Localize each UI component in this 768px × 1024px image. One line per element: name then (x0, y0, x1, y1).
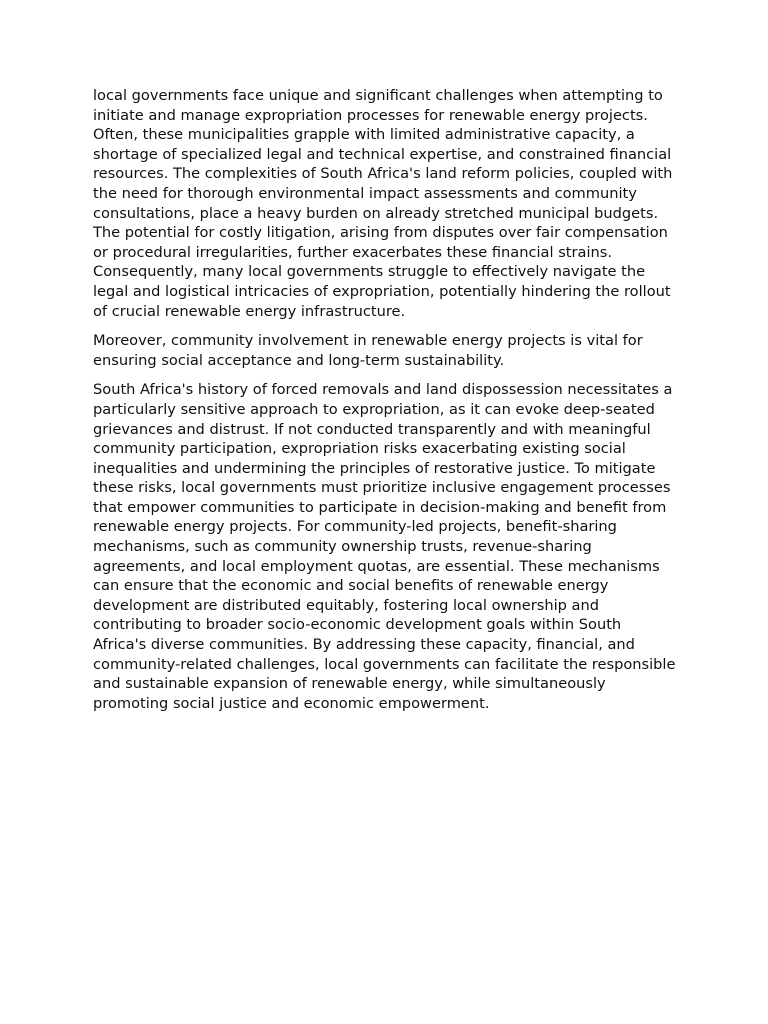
document-body (93, 86, 677, 723)
paragraph-history-and-mitigation: South Africa's history of forced removals and land dispossession necessitates a particularly sensitive approach to expropriation, as it can evoke deep-seated grievances and distrust. If not conducted transparently and with meaningful community participation, expropriation risks exacerbating existing social inequalities and undermining the principles of restorative justice. To mitigate these risks, local governments must prioritize inclusive engagement processes that empower communities to participate in decision-making and benefit from renewable energy projects. For community-led projects, benefit-sharing mechanisms, such as community ownership trusts, revenue-sharing agreements, and local employment quotas, are essential. These mechanisms can ensure that the economic and social benefits of renewable energy development are distributed equitably, fostering local ownership and contributing to broader socio-economic development goals within South Africa's diverse communities. By addressing these capacity, financial, and community-related challenges, local governments can facilitate the responsible and sustainable expansion of renewable energy, while simultaneously promoting social justice and economic empowerment. (93, 381, 676, 712)
paragraph-community-involvement: Moreover, community involvement in renewable energy projects is vital for ensuring social acceptance and long-term sustainability. (93, 332, 643, 369)
paragraph-capacity-challenges: local governments face unique and significant challenges when attempting to initiate and manage expropriation processes for renewable energy projects. Often, these municipalities grapple with limited administrative capacity, a shortage of specialized legal and technical expertise, and constrained financial resources. The complexities of South Africa's land reform policies, coupled with the need for thorough environmental impact assessments and community consultations, place a heavy burden on already stretched municipal budgets. The potential for costly litigation, arising from disputes over fair compensation or procedural irregularities, further exacerbates these financial strains. Consequently, many local governments struggle to effectively navigate the legal and logistical intricacies of expropriation, potentially hindering the rollout of crucial renewable energy infrastructure. (93, 87, 673, 320)
